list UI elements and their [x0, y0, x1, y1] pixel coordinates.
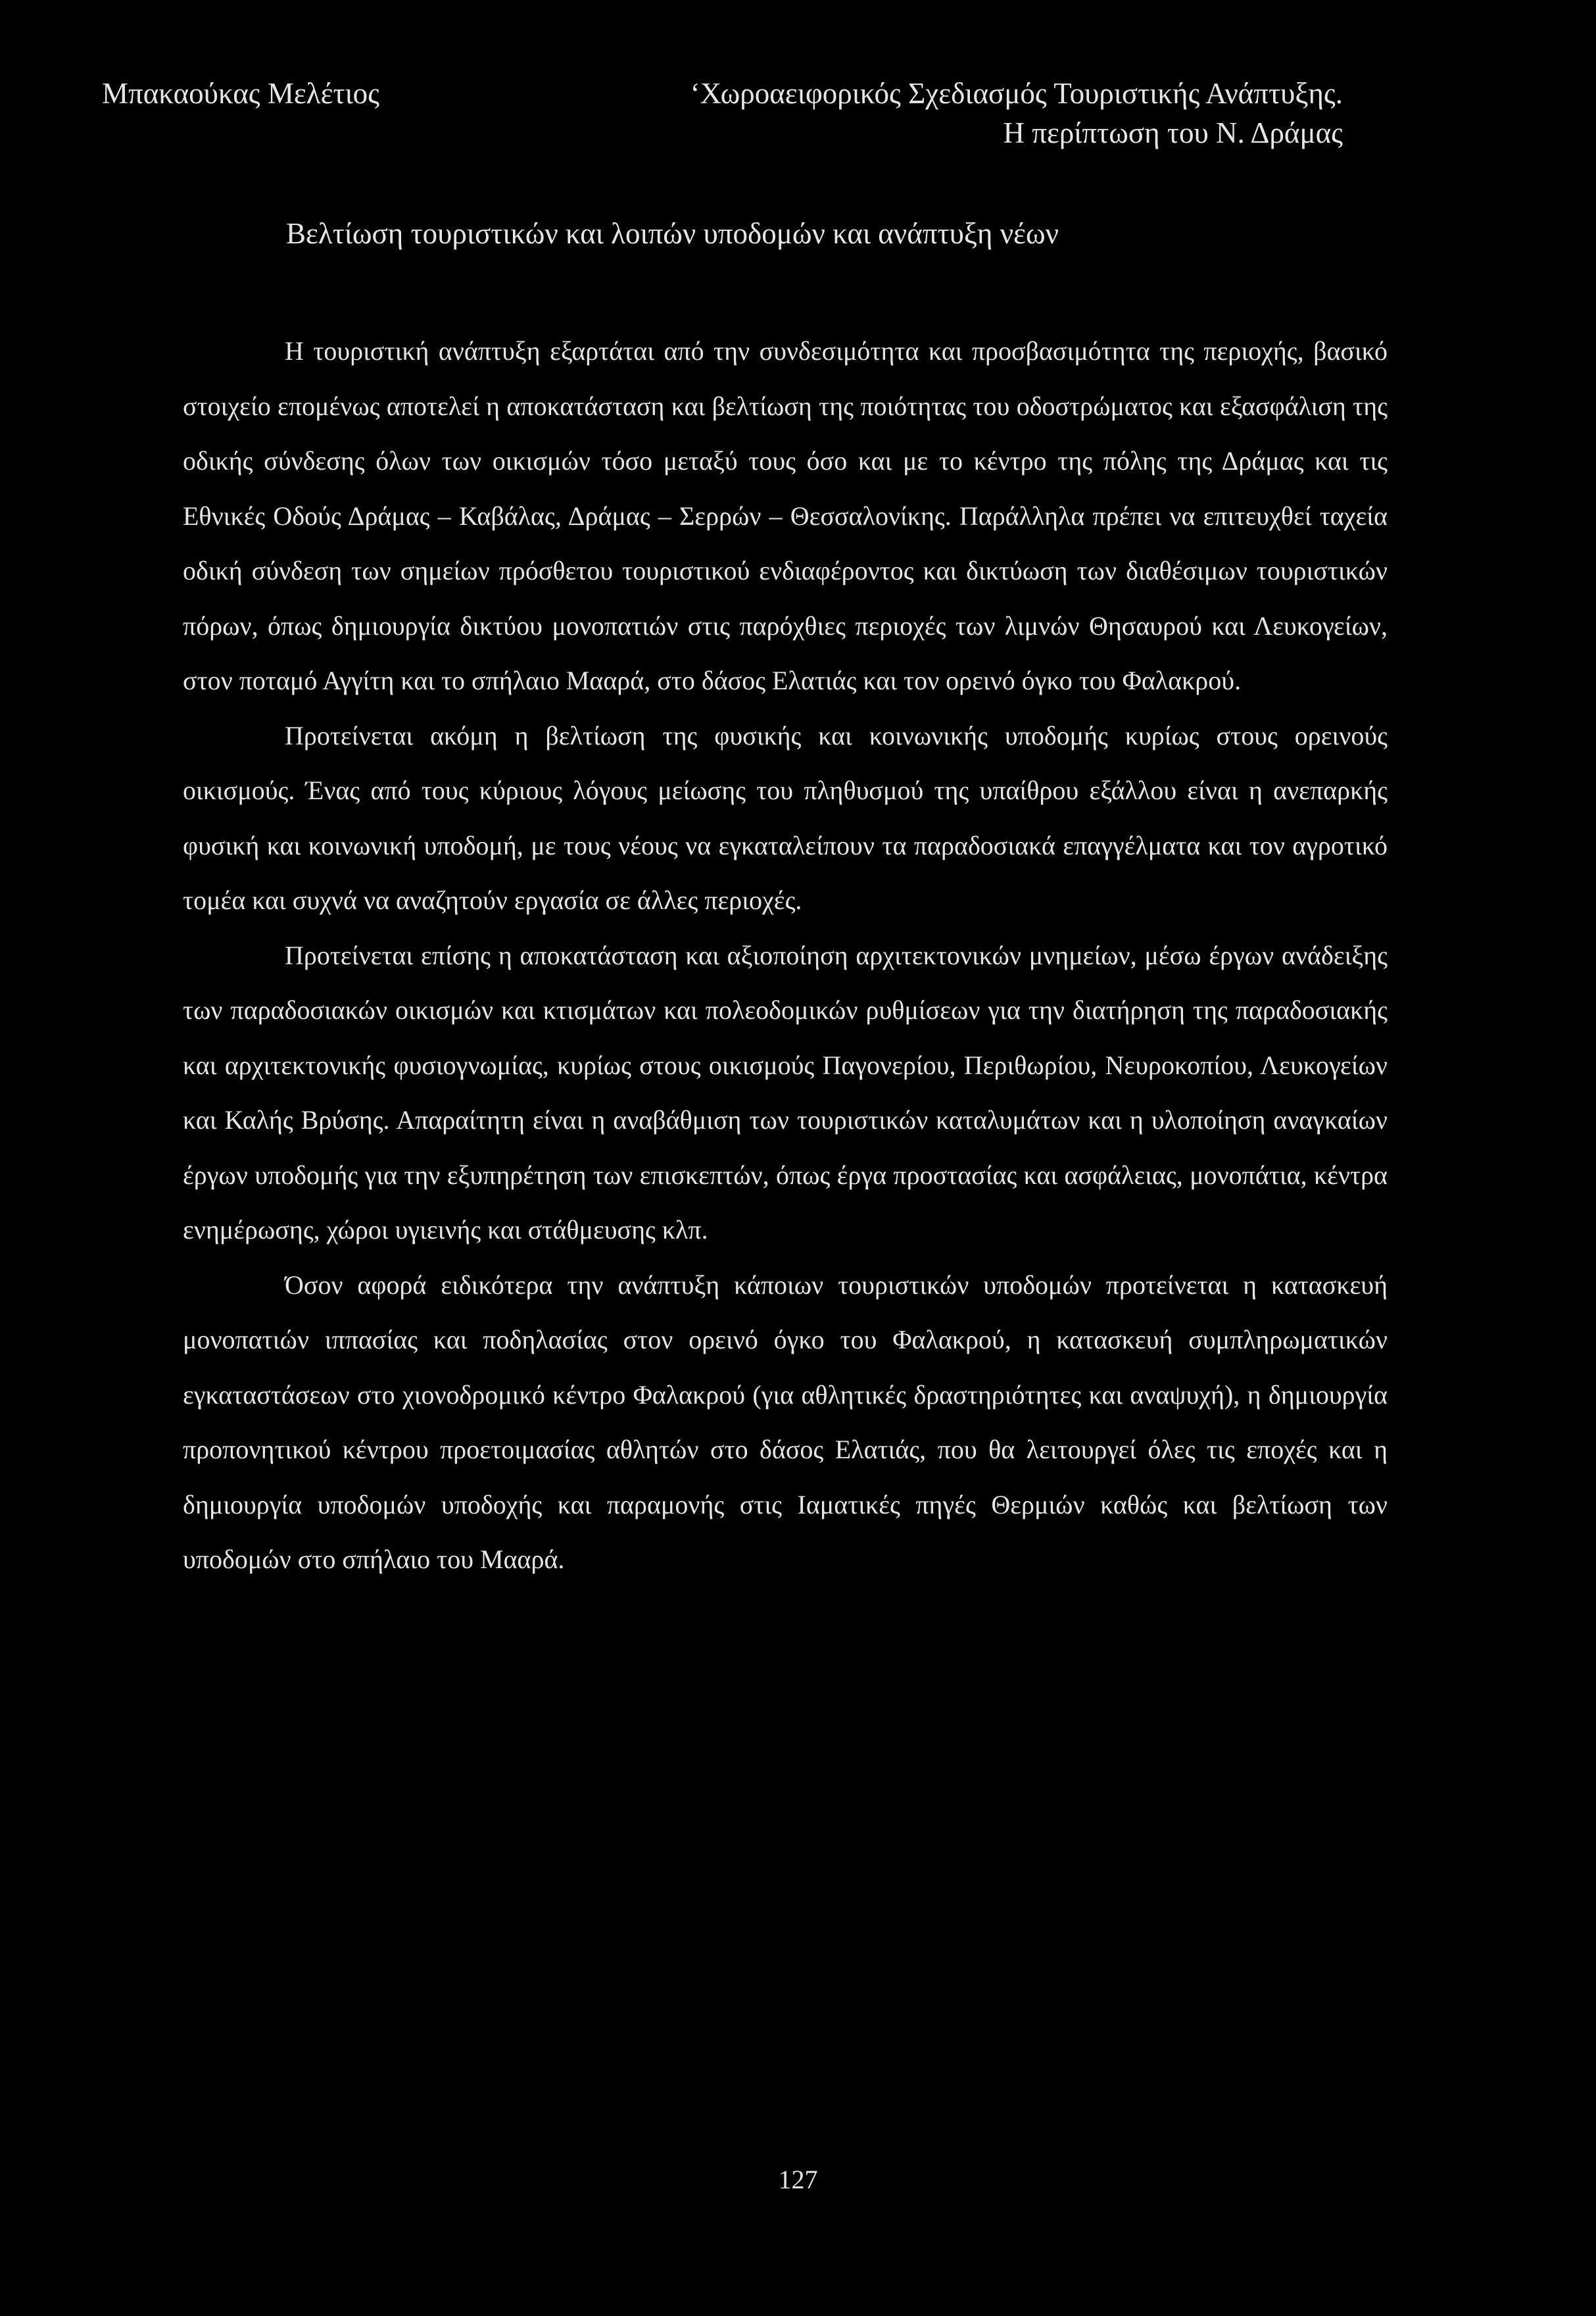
- body-text: [183, 324, 1388, 1587]
- header-title-line-2: Η περίπτωση του Ν. Δράμας: [1003, 116, 1343, 149]
- header-title-line-1: ‘Χωροαειφορικός Σχεδιασμός Τουριστικής Ανάπτυξης.: [690, 77, 1343, 110]
- paragraph: Η τουριστική ανάπτυξη εξαρτάται από την συνδεσιμότητα και προσβασιμότητα της περιοχής, βασικό στοιχείο επομένως αποτελεί η αποκατάσταση και βελτίωση της ποιότητας του οδοστρώματος και εξασφάλιση της οδικής σύνδεσης όλων των οικισμών τόσο μεταξύ τους όσο και με το κέντρο της πόλης της Δράμας και τις Εθνικές Οδούς Δράμας – Καβάλας, Δράμας – Σερρών – Θεσσαλονίκης. Παράλληλα πρέπει να επιτευχθεί ταχεία οδική σύνδεση των σημείων πρόσθετου τουριστικού ενδιαφέροντος και δικτύωση των διαθέσιμων τουριστικών πόρων, όπως δημιουργία δικτύου μονοπατιών στις παρόχθιες περιοχές των λιμνών Θησαυρού και Λευκογείων, στον ποταμό Αγγίτη και το σπήλαιο Μααρά, στο δάσος Ελατιάς και τον ορεινό όγκο του Φαλακρού.: [183, 336, 1388, 695]
- paragraph: Όσον αφορά ειδικότερα την ανάπτυξη κάποιων τουριστικών υποδομών προτείνεται η κατασκευή μονοπατιών ιππασίας και ποδηλασίας στον ορεινό όγκο του Φαλακρού, η κατασκευή συμπληρωματικών εγκαταστάσεων στο χιονοδρομικό κέντρο Φαλακρού (για αθλητικές δραστηριότητες και αναψυχή), η δημιουργία προπονητικού κέντρου προετοιμασίας αθλητών στο δάσος Ελατιάς, που θα λειτουργεί όλες τις εποχές και η δημιουργία υποδομών υποδοχής και παραμονής στις Ιαματικές πηγές Θερμιών καθώς και βελτίωση των υποδομών στο σπήλαιο του Μααρά.: [183, 1269, 1388, 1574]
- page-number: 127: [778, 2165, 818, 2194]
- paragraph: Προτείνεται επίσης η αποκατάσταση και αξιοποίηση αρχιτεκτονικών μνημείων, μέσω έργων ανάδειξης των παραδοσιακών οικισμών και κτισμάτων και πολεοδομικών ρυθμίσεων για την διατήρηση της παραδοσιακής και αρχιτεκτονικής φυσιογνωμίας, κυρίως στους οικισμούς Παγονερίου, Περιθωρίου, Νευροκοπίου, Λευκογείων και Καλής Βρύσης. Απαραίτητη είναι η αναβάθμιση των τουριστικών καταλυμάτων και η υλοποίηση αναγκαίων έργων υποδομής για την εξυπηρέτηση των επισκεπτών, όπως έργα προστασίας και ασφάλειας, μονοπάτια, κέντρα ενημέρωσης, χώροι υγιεινής και στάθμευσης κλπ.: [183, 940, 1388, 1244]
- header-author: Μπακαούκας Μελέτιος: [102, 77, 380, 110]
- section-title: Βελτίωση τουριστικών και λοιπών υποδομών και ανάπτυξη νέων: [286, 217, 1059, 250]
- header-document-title: [690, 74, 1343, 153]
- paragraph: Προτείνεται ακόμη η βελτίωση της φυσικής και κοινωνικής υποδομής κυρίως στους ορεινούς οικισμούς. Ένας από τους κύριους λόγους μείωσης του πληθυσμού της υπαίθρου εξάλλου είναι η ανεπαρκής φυσική και κοινωνική υποδομή, με τους νέους να εγκαταλείπουν τα παραδοσιακά επαγγέλματα και τον αγροτικό τομέα και συχνά να αναζητούν εργασία σε άλλες περιοχές.: [183, 720, 1388, 915]
